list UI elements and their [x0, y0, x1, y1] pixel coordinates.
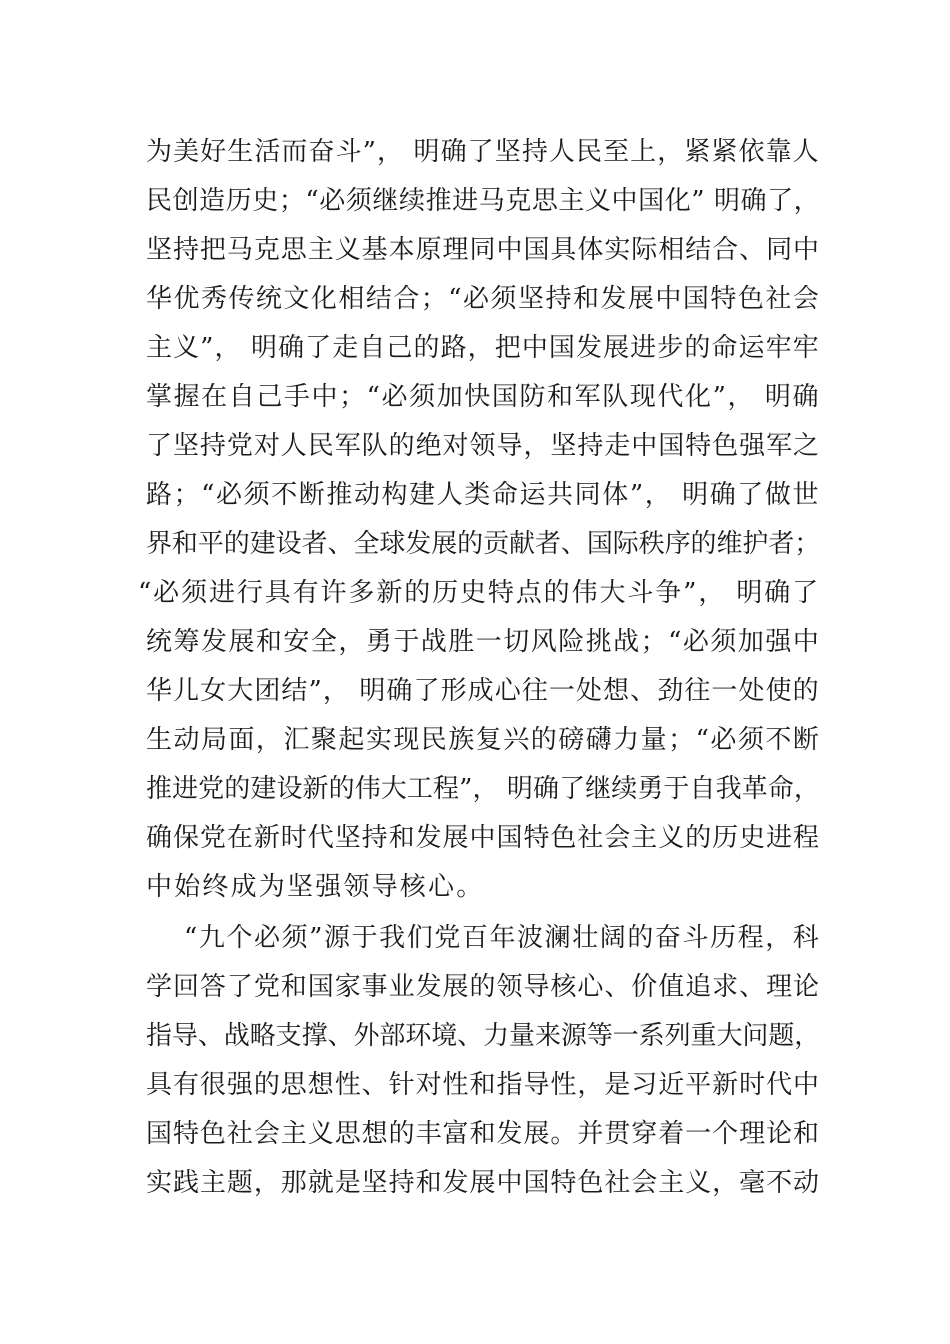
text-line: 了坚持党对人民军队的绝对领导，坚持走中国特色强军之 — [146, 431, 821, 461]
text-line: 中始终成为坚强领导核心。 — [146, 872, 485, 902]
text-line: 推进党的建设新的伟大工程”， 明确了继续勇于自我革命， — [146, 774, 820, 804]
text-line: 统筹发展和安全，勇于战胜一切风险挑战；“必须加强中 — [146, 627, 821, 657]
text-line: 生动局面，汇聚起实现民族复兴的磅礴力量；“必须不断 — [146, 725, 821, 755]
paragraph-first-line: “九个必须”源于我们党百年波澜壮阔的奋斗历程，科 — [184, 923, 821, 953]
text-line: 民创造历史；“必须继续推进马克思主义中国化” 明确了， — [146, 186, 821, 216]
text-line: “必须进行具有许多新的历史特点的伟大斗争”， 明确了 — [138, 578, 821, 608]
text-line: 华优秀传统文化相结合；“必须坚持和发展中国特色社会 — [146, 284, 821, 314]
text-line: 具有很强的思想性、针对性和指导性，是习近平新时代中 — [146, 1070, 821, 1100]
text-line: 学回答了党和国家事业发展的领导核心、价值追求、理论 — [146, 972, 821, 1002]
text-line: 掌握在自己手中；“必须加快国防和军队现代化”， 明确 — [146, 382, 821, 412]
text-line: 界和平的建设者、全球发展的贡献者、国际秩序的维护者； — [146, 529, 821, 559]
text-line: 主义”， 明确了走自己的路，把中国发展进步的命运牢牢 — [146, 333, 820, 363]
text-line: 实践主题，那就是坚持和发展中国特色社会主义，毫不动 — [146, 1168, 821, 1198]
text-line: 指导、战略支撑、外部环境、力量来源等一系列重大问题， — [146, 1021, 821, 1051]
text-line: 华儿女大团结”， 明确了形成心往一处想、劲往一处使的 — [146, 676, 820, 706]
text-line: 确保党在新时代坚持和发展中国特色社会主义的历史进程 — [146, 823, 821, 853]
text-line: 国特色社会主义思想的丰富和发展。并贯穿着一个理论和 — [146, 1119, 821, 1149]
text-line: 为美好生活而奋斗”， 明确了坚持人民至上，紧紧依靠人 — [146, 137, 820, 167]
text-line: 坚持把马克思主义基本原理同中国具体实际相结合、同中 — [146, 235, 821, 265]
text-line: 路；“必须不断推动构建人类命运共同体”， 明确了做世 — [146, 480, 821, 510]
